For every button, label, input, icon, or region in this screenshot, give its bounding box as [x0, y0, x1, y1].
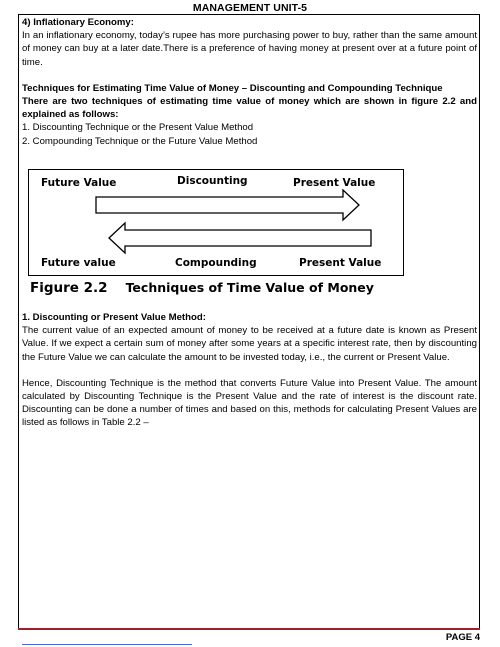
page-header-title: MANAGEMENT UNIT-5 — [192, 2, 308, 14]
techniques-intro: There are two techniques of estimating time value of money which are shown in figure 2.2 and explained as follows: — [22, 96, 477, 121]
discounting-para-1: The current value of an expected amount of money to be received at a future date is known as Present Value. If we expect a certain sum of money after some years at a specific interest rate, then by discounting the Future Value we can calculate the amount to be invested today, i.e., the current or Present Value. — [22, 325, 477, 363]
techniques-heading: Techniques for Estimating Time Value of Money – Discounting and Compounding Technique — [22, 82, 443, 94]
upper-content — [22, 16, 477, 148]
technique-item-1: 1. Discounting Technique or the Present Value Method — [22, 122, 254, 134]
discounting-para-2: Hence, Discounting Technique is the method that converts Future Value into Present Value. The amount calculated by Discounting Technique is the Present Value and the rate of interest is the discount rate. Discounting can be done a number of times and based on this, methods for calculating Present Values are listed as follows in Table 2.2 – — [22, 377, 477, 429]
compounding-arrow — [109, 223, 371, 253]
figure-caption-text: Techniques of Time Value of Money — [125, 280, 374, 295]
footer-rule — [18, 628, 480, 630]
spacer — [22, 364, 477, 377]
figure-label-discounting: Discounting — [177, 175, 248, 187]
figure-caption — [30, 280, 374, 296]
figure-diagram — [28, 169, 404, 276]
discounting-arrow — [96, 190, 359, 220]
inflationary-body: In an inflationary economy, today’s rupee has more purchasing power to buy, rather than the same amount of money can buy at a later date.There is a preference of having money at present over at a future point of time. — [22, 30, 477, 68]
inflationary-heading: 4) Inflationary Economy: — [22, 17, 134, 28]
figure-label-present-value-top: Present Value — [293, 177, 376, 189]
figure-label-future-value-top: Future Value — [41, 177, 117, 189]
lower-content — [22, 311, 477, 430]
footer-link-underline — [22, 644, 192, 645]
figure-label-present-value-bottom: Present Value — [299, 257, 382, 269]
figure-label-compounding: Compounding — [175, 257, 257, 269]
page-number: PAGE 4 — [445, 632, 480, 643]
discounting-heading: 1. Discounting or Present Value Method: — [22, 312, 206, 323]
figure-label-future-value-bottom: Future value — [41, 257, 116, 269]
technique-item-2: 2. Compounding Technique or the Future Value Method — [22, 135, 258, 147]
figure-caption-number: Figure 2.2 — [30, 280, 108, 296]
spacer — [22, 69, 477, 82]
